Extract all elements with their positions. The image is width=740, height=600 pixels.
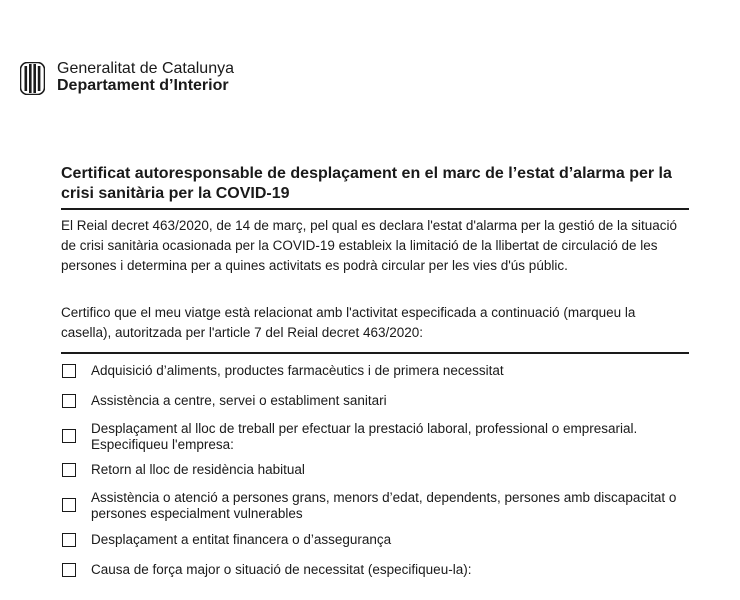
- option-label: Causa de força major o situació de necessitat (especifiqueu-la):: [91, 562, 472, 577]
- option-checkbox[interactable]: [62, 394, 76, 408]
- option-checkbox[interactable]: [62, 429, 76, 443]
- certify-paragraph: Certifico que el meu viatge està relacionat amb l'activitat especificada a continuació (marqueu la casella), autoritzada per l'article 7 del Reial decret 463/2020:: [61, 305, 636, 340]
- option-label: Adquisició d’aliments, productes farmacèutics i de primera necessitat: [91, 363, 504, 378]
- option-label: Assistència o atenció a persones grans, menors d’edat, dependents, persones amb discapacitat o persones especialment vulnerables: [91, 490, 677, 521]
- option-label: Desplaçament al lloc de treball per efectuar la prestació laboral, professional o empresarial. Especifiqueu l'empresa:: [91, 421, 638, 452]
- letterhead: [20, 60, 234, 95]
- option-checkbox[interactable]: [62, 533, 76, 547]
- options-divider: [61, 352, 689, 354]
- generalitat-stripes-icon: [20, 62, 45, 95]
- option-label: Assistència a centre, servei o establiment sanitari: [91, 393, 387, 408]
- option-label: Desplaçament a entitat financera o d’assegurança: [91, 532, 392, 547]
- option-label: Retorn al lloc de residència habitual: [91, 462, 305, 477]
- option-checkbox[interactable]: [62, 563, 76, 577]
- org-name: Generalitat de Catalunya: [57, 60, 234, 77]
- title-divider: [61, 208, 689, 210]
- intro-paragraph: El Reial decret 463/2020, de 14 de març, pel qual es declara l'estat d'alarma per la gestió de la situació de crisi sanitària ocasionada per la COVID-19 estableix la limitació de la llibertat de circulació de les persones i determina per a quines activitats es podrà circular per les vies d'ús públic.: [61, 218, 678, 273]
- department-name: Departament d’Interior: [57, 77, 229, 94]
- option-checkbox[interactable]: [62, 463, 76, 477]
- option-checkbox[interactable]: [62, 498, 76, 512]
- document-title: Certificat autoresponsable de desplaçament en el marc de l’estat d’alarma per la crisi sanitària per la COVID-19: [61, 165, 672, 202]
- option-checkbox[interactable]: [62, 364, 76, 378]
- organization-name: [57, 60, 234, 94]
